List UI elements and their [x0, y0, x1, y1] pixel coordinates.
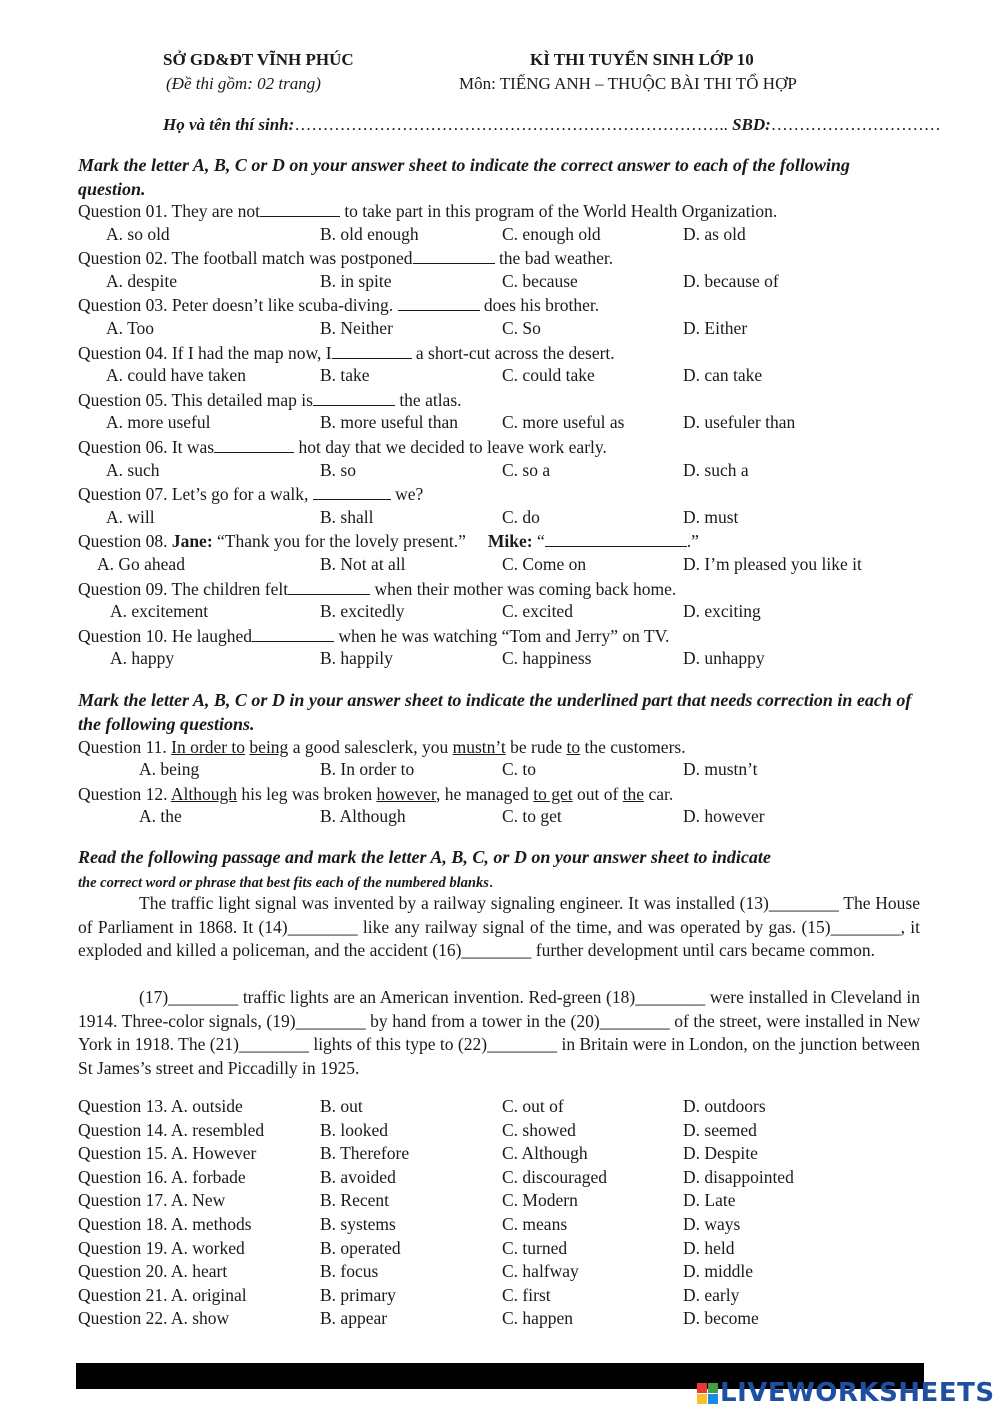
option-d[interactable]: D. middle	[683, 1261, 753, 1282]
q12-part-b[interactable]: however	[376, 784, 437, 804]
q11-option-b[interactable]: B. In order to	[320, 759, 415, 779]
mike-open-quote: “	[532, 531, 545, 552]
question-13	[78, 1096, 920, 1120]
options-row	[78, 601, 920, 625]
option-d[interactable]: D. become	[683, 1308, 759, 1329]
question-stem: Question 06. It was	[78, 437, 215, 457]
question-14	[78, 1120, 920, 1144]
option-d[interactable]: D. as old	[683, 223, 746, 244]
q11-text-2: a good salesclerk, you	[288, 737, 453, 757]
name-label: Họ và tên thí sinh:	[163, 115, 295, 134]
question-continuation: we?	[390, 484, 424, 505]
option-c[interactable]: C. happen	[502, 1308, 573, 1329]
options-row	[78, 224, 920, 248]
option-a[interactable]: Question 21. A. original	[78, 1284, 247, 1305]
q12-part-c[interactable]: to get	[533, 784, 573, 804]
candidate-info-line	[163, 115, 941, 135]
options-row	[78, 648, 920, 672]
option-a[interactable]: A. such	[106, 459, 160, 480]
option-a[interactable]: Question 18. A. methods	[78, 1214, 252, 1234]
option-c[interactable]: C. so a	[502, 459, 551, 480]
q11-text-4: the customers.	[580, 737, 686, 757]
section2-instruction: Mark the letter A, B, C or D in your answer sheet to indicate the underlined part that needs correction in each of the following questions.	[78, 690, 912, 734]
question-16	[78, 1167, 920, 1191]
option-d[interactable]: D. Late	[683, 1190, 736, 1211]
name-field[interactable]: …………………………………………………………………..	[294, 115, 728, 134]
question-continuation: the atlas.	[394, 389, 462, 410]
option-d[interactable]: D. because of	[683, 270, 779, 291]
option-b[interactable]: B. systems	[320, 1214, 396, 1234]
option-a[interactable]: A. Too	[106, 317, 155, 338]
option-c[interactable]: C. out of	[502, 1096, 564, 1116]
option-b[interactable]: B. happily	[320, 648, 393, 669]
option-a[interactable]: A. more useful	[106, 412, 211, 433]
option-d[interactable]: D. exciting	[683, 601, 761, 622]
option-c[interactable]: C. turned	[502, 1237, 568, 1258]
exam-subject: Môn: TIẾNG ANH – THUỘC BÀI THI TỔ HỢP	[459, 74, 797, 93]
options-row	[78, 271, 920, 295]
question-stem: Question 04. If I had the map now, I	[78, 342, 332, 363]
answer-blank[interactable]	[252, 627, 334, 642]
q12-part-d[interactable]: the	[622, 784, 645, 804]
question-19	[78, 1238, 920, 1262]
option-c[interactable]: C. halfway	[502, 1261, 579, 1282]
question-continuation: when he was watching “Tom and Jerry” on TV.	[334, 625, 670, 646]
q12-text-3: out of	[572, 784, 623, 804]
question-stem: Question 10. He laughed	[78, 625, 252, 646]
q11-options	[78, 759, 920, 783]
liveworksheets-brand: LIVEWORKSHEETS	[720, 1378, 995, 1408]
options-row	[78, 507, 920, 531]
section3-instruction: Read the following passage and mark the letter A, B, C, or D on your answer sheet to indicate the correct word or phrase that best fits each of the numbered blanks.	[78, 847, 771, 891]
passage-paragraph-2: (17)________ traffic lights are an American invention. Red-green (18)________ were installed in Cleveland in 1914. Three-color signals, (19)________ by hand from a tower in the (20)________ of the street, were installed in New York in 1918. The (21)________ lights of this type to (22)________ in Britain were in London, on the junction between St James’s street and Piccadilly in 1925.	[78, 987, 920, 1078]
question-continuation: does his brother.	[479, 295, 600, 316]
option-c[interactable]: C. do	[502, 506, 540, 527]
option-b[interactable]: B. avoided	[320, 1166, 396, 1187]
question-21	[78, 1285, 920, 1309]
option-b[interactable]: B. looked	[320, 1119, 389, 1140]
passage-paragraph-1: The traffic light signal was invented by a railway signaling engineer. It was installed (13)________ The House of Parliament in 1868. It (14)________ like any railway signal of the time, and was operated by gas. (15)________, it exploded and killed a policeman, and the accident (16)________ further development until cars became common.	[78, 893, 920, 961]
sbd-field[interactable]: …………………………	[770, 115, 941, 134]
option-a[interactable]: Question 13. A. outside	[78, 1096, 243, 1116]
option-b[interactable]: B. primary	[320, 1284, 396, 1305]
option-c[interactable]: C. means	[502, 1214, 568, 1234]
option-c[interactable]: C. happiness	[502, 648, 592, 669]
question-03	[78, 294, 920, 318]
q11-option-d[interactable]: D. mustn’t	[683, 759, 758, 779]
option-c[interactable]: C. discouraged	[502, 1166, 607, 1187]
q12-option-d[interactable]: D. however	[683, 806, 765, 826]
option-b[interactable]: B. so	[320, 459, 356, 480]
option-c[interactable]: C. Come on	[502, 553, 587, 574]
option-c[interactable]: C. showed	[502, 1119, 576, 1140]
option-c[interactable]: C. Although	[502, 1143, 588, 1164]
option-d[interactable]: D. usefuler than	[683, 412, 796, 433]
option-d[interactable]: D. disappointed	[683, 1166, 794, 1187]
option-a[interactable]: A. could have taken	[106, 365, 246, 386]
option-d[interactable]: D. must	[683, 506, 739, 527]
answer-blank[interactable]	[288, 580, 370, 595]
options-row	[78, 460, 920, 484]
question-continuation: to take part in this program of the World Health Organization.	[339, 201, 778, 221]
option-a[interactable]: A. so old	[106, 223, 170, 244]
options-row	[78, 412, 920, 436]
option-d[interactable]: D. Either	[683, 317, 748, 338]
option-b[interactable]: B. in spite	[320, 270, 392, 291]
section3-instruction-small: the correct word or phrase that best fits each of the numbered blanks	[78, 874, 489, 891]
question-continuation: a short-cut across the desert.	[411, 342, 615, 363]
q12-option-b[interactable]: B. Although	[320, 806, 406, 826]
option-c[interactable]: C. excited	[502, 601, 573, 622]
option-b[interactable]: B. Recent	[320, 1190, 390, 1211]
question-stem: Question 03. Peter doesn’t like scuba-diving.	[78, 295, 398, 316]
option-c[interactable]: C. Modern	[502, 1190, 578, 1211]
option-c[interactable]: C. enough old	[502, 223, 601, 244]
option-d[interactable]: D. early	[683, 1284, 740, 1305]
question-06	[78, 436, 920, 460]
question-09	[78, 578, 920, 602]
jane-line: “Thank you for the lovely present.”	[212, 531, 466, 552]
mike-close-quote: .”	[686, 531, 699, 552]
option-a[interactable]: A. Go ahead	[97, 553, 185, 574]
section3-instruction-main: Read the following passage and mark the letter A, B, C, or D on your answer sheet to indicate	[78, 847, 771, 867]
q12-option-c[interactable]: C. to get	[502, 806, 562, 826]
q11-part-b[interactable]: being	[249, 737, 289, 757]
answer-blank[interactable]	[260, 202, 340, 217]
answer-blank[interactable]	[313, 485, 391, 500]
option-d[interactable]: D. unhappy	[683, 648, 765, 669]
answer-blank[interactable]	[545, 532, 687, 547]
answer-blank[interactable]	[313, 391, 395, 406]
section1-instruction: Mark the letter A, B, C or D on your answer sheet to indicate the correct answer to each of the following question.	[78, 155, 850, 199]
options-row	[78, 365, 920, 389]
option-d[interactable]: D. outdoors	[683, 1096, 766, 1116]
option-b[interactable]: B. shall	[320, 506, 374, 527]
question-stem: Question 02. The football match was postponed	[78, 248, 413, 269]
option-a[interactable]: A. despite	[106, 270, 177, 291]
q11-part-d[interactable]: to	[566, 737, 581, 757]
exam-title: KÌ THI TUYỂN SINH LỚP 10	[530, 50, 754, 69]
question-15	[78, 1143, 920, 1167]
question-stem: Question 09. The children felt	[78, 578, 289, 599]
option-d[interactable]: D. such a	[683, 459, 749, 480]
question-10	[78, 625, 920, 649]
answer-blank[interactable]	[413, 249, 495, 264]
answer-blank[interactable]	[214, 438, 294, 453]
option-d[interactable]: D. held	[683, 1237, 735, 1258]
option-c[interactable]: C. could take	[502, 365, 595, 386]
option-b[interactable]: B. take	[320, 365, 370, 386]
q12-option-a[interactable]: A. the	[139, 806, 182, 826]
option-b[interactable]: B. excitedly	[320, 601, 405, 622]
question-20	[78, 1261, 920, 1285]
option-a[interactable]: A. will	[106, 506, 155, 527]
pages-note: (Đề thi gồm: 02 trang)	[166, 74, 321, 93]
question-continuation: when their mother was coming back home.	[370, 578, 677, 599]
question-01	[78, 200, 920, 224]
q11-lead: Question 11.	[78, 737, 172, 757]
option-b[interactable]: B. Not at all	[320, 553, 406, 574]
q12-text-2: , he managed	[436, 784, 534, 804]
option-b[interactable]: B. out	[320, 1096, 363, 1116]
option-a[interactable]: Question 14. A. resembled	[78, 1119, 265, 1140]
question-17	[78, 1190, 920, 1214]
q11-part-c[interactable]: mustn’t	[452, 737, 506, 757]
option-d[interactable]: D. seemed	[683, 1119, 757, 1140]
option-b[interactable]: B. Therefore	[320, 1143, 410, 1164]
question-02	[78, 247, 920, 271]
options-row	[78, 554, 920, 578]
speaker-mike: Mike:	[487, 531, 533, 552]
option-a[interactable]: A. excitement	[110, 601, 209, 622]
q11-text-3: be rude	[505, 737, 567, 757]
q12-text-1: his leg was broken	[236, 784, 377, 804]
option-a[interactable]: Question 20. A. heart	[78, 1261, 228, 1282]
speaker-jane: Jane:	[171, 531, 213, 552]
question-08	[78, 530, 920, 554]
option-a[interactable]: Question 22. A. show	[78, 1308, 230, 1329]
q11-part-a[interactable]: In order to	[171, 737, 246, 757]
option-d[interactable]: D. I’m pleased you like it	[683, 553, 862, 574]
option-c[interactable]: C. more useful as	[502, 412, 625, 433]
option-d[interactable]: D. ways	[683, 1214, 741, 1234]
option-b[interactable]: B. Neither	[320, 317, 393, 338]
q12-options	[78, 806, 920, 830]
q12-text-4: car.	[644, 784, 674, 804]
sbd-label: SBD:	[732, 115, 771, 134]
question-stem: Question 08.	[78, 531, 172, 552]
option-d[interactable]: D. Despite	[683, 1143, 758, 1164]
question-stem: Question 01. They are not	[78, 201, 260, 221]
option-c[interactable]: C. first	[502, 1284, 551, 1305]
options-row	[78, 318, 920, 342]
q11-option-c[interactable]: C. to	[502, 759, 537, 779]
question-18	[78, 1214, 920, 1238]
question-07	[78, 483, 920, 507]
option-a[interactable]: A. happy	[110, 648, 175, 669]
question-05	[78, 389, 920, 413]
question-11	[78, 736, 920, 760]
option-b[interactable]: B. appear	[320, 1308, 388, 1329]
option-a[interactable]: Question 19. A. worked	[78, 1237, 245, 1258]
question-continuation: hot day that we decided to leave work early.	[294, 437, 607, 457]
question-04	[78, 342, 920, 366]
option-a[interactable]: Question 15. A. However	[78, 1143, 257, 1164]
option-a[interactable]: Question 17. A. New	[78, 1190, 226, 1211]
option-d[interactable]: D. can take	[683, 365, 763, 386]
question-stem: Question 05. This detailed map is	[78, 389, 313, 410]
question-stem: Question 07. Let’s go for a walk,	[78, 484, 313, 505]
option-c[interactable]: C. because	[502, 270, 578, 291]
q12-lead: Question 12.	[78, 784, 171, 804]
answer-blank[interactable]	[332, 344, 412, 359]
option-c[interactable]: C. So	[502, 317, 541, 338]
department-name: SỞ GD&ĐT VĨNH PHÚC	[163, 50, 354, 69]
question-22	[78, 1308, 920, 1332]
answer-blank[interactable]	[398, 296, 480, 311]
option-b[interactable]: B. more useful than	[320, 412, 459, 433]
q11-option-a[interactable]: A. being	[139, 759, 200, 779]
option-b[interactable]: B. focus	[320, 1261, 379, 1282]
question-continuation: the bad weather.	[494, 248, 614, 269]
option-b[interactable]: B. operated	[320, 1237, 401, 1258]
question-12	[78, 783, 920, 807]
option-a[interactable]: Question 16. A. forbade	[78, 1166, 246, 1187]
option-b[interactable]: B. old enough	[320, 223, 419, 244]
q12-part-a[interactable]: Although	[170, 784, 237, 804]
